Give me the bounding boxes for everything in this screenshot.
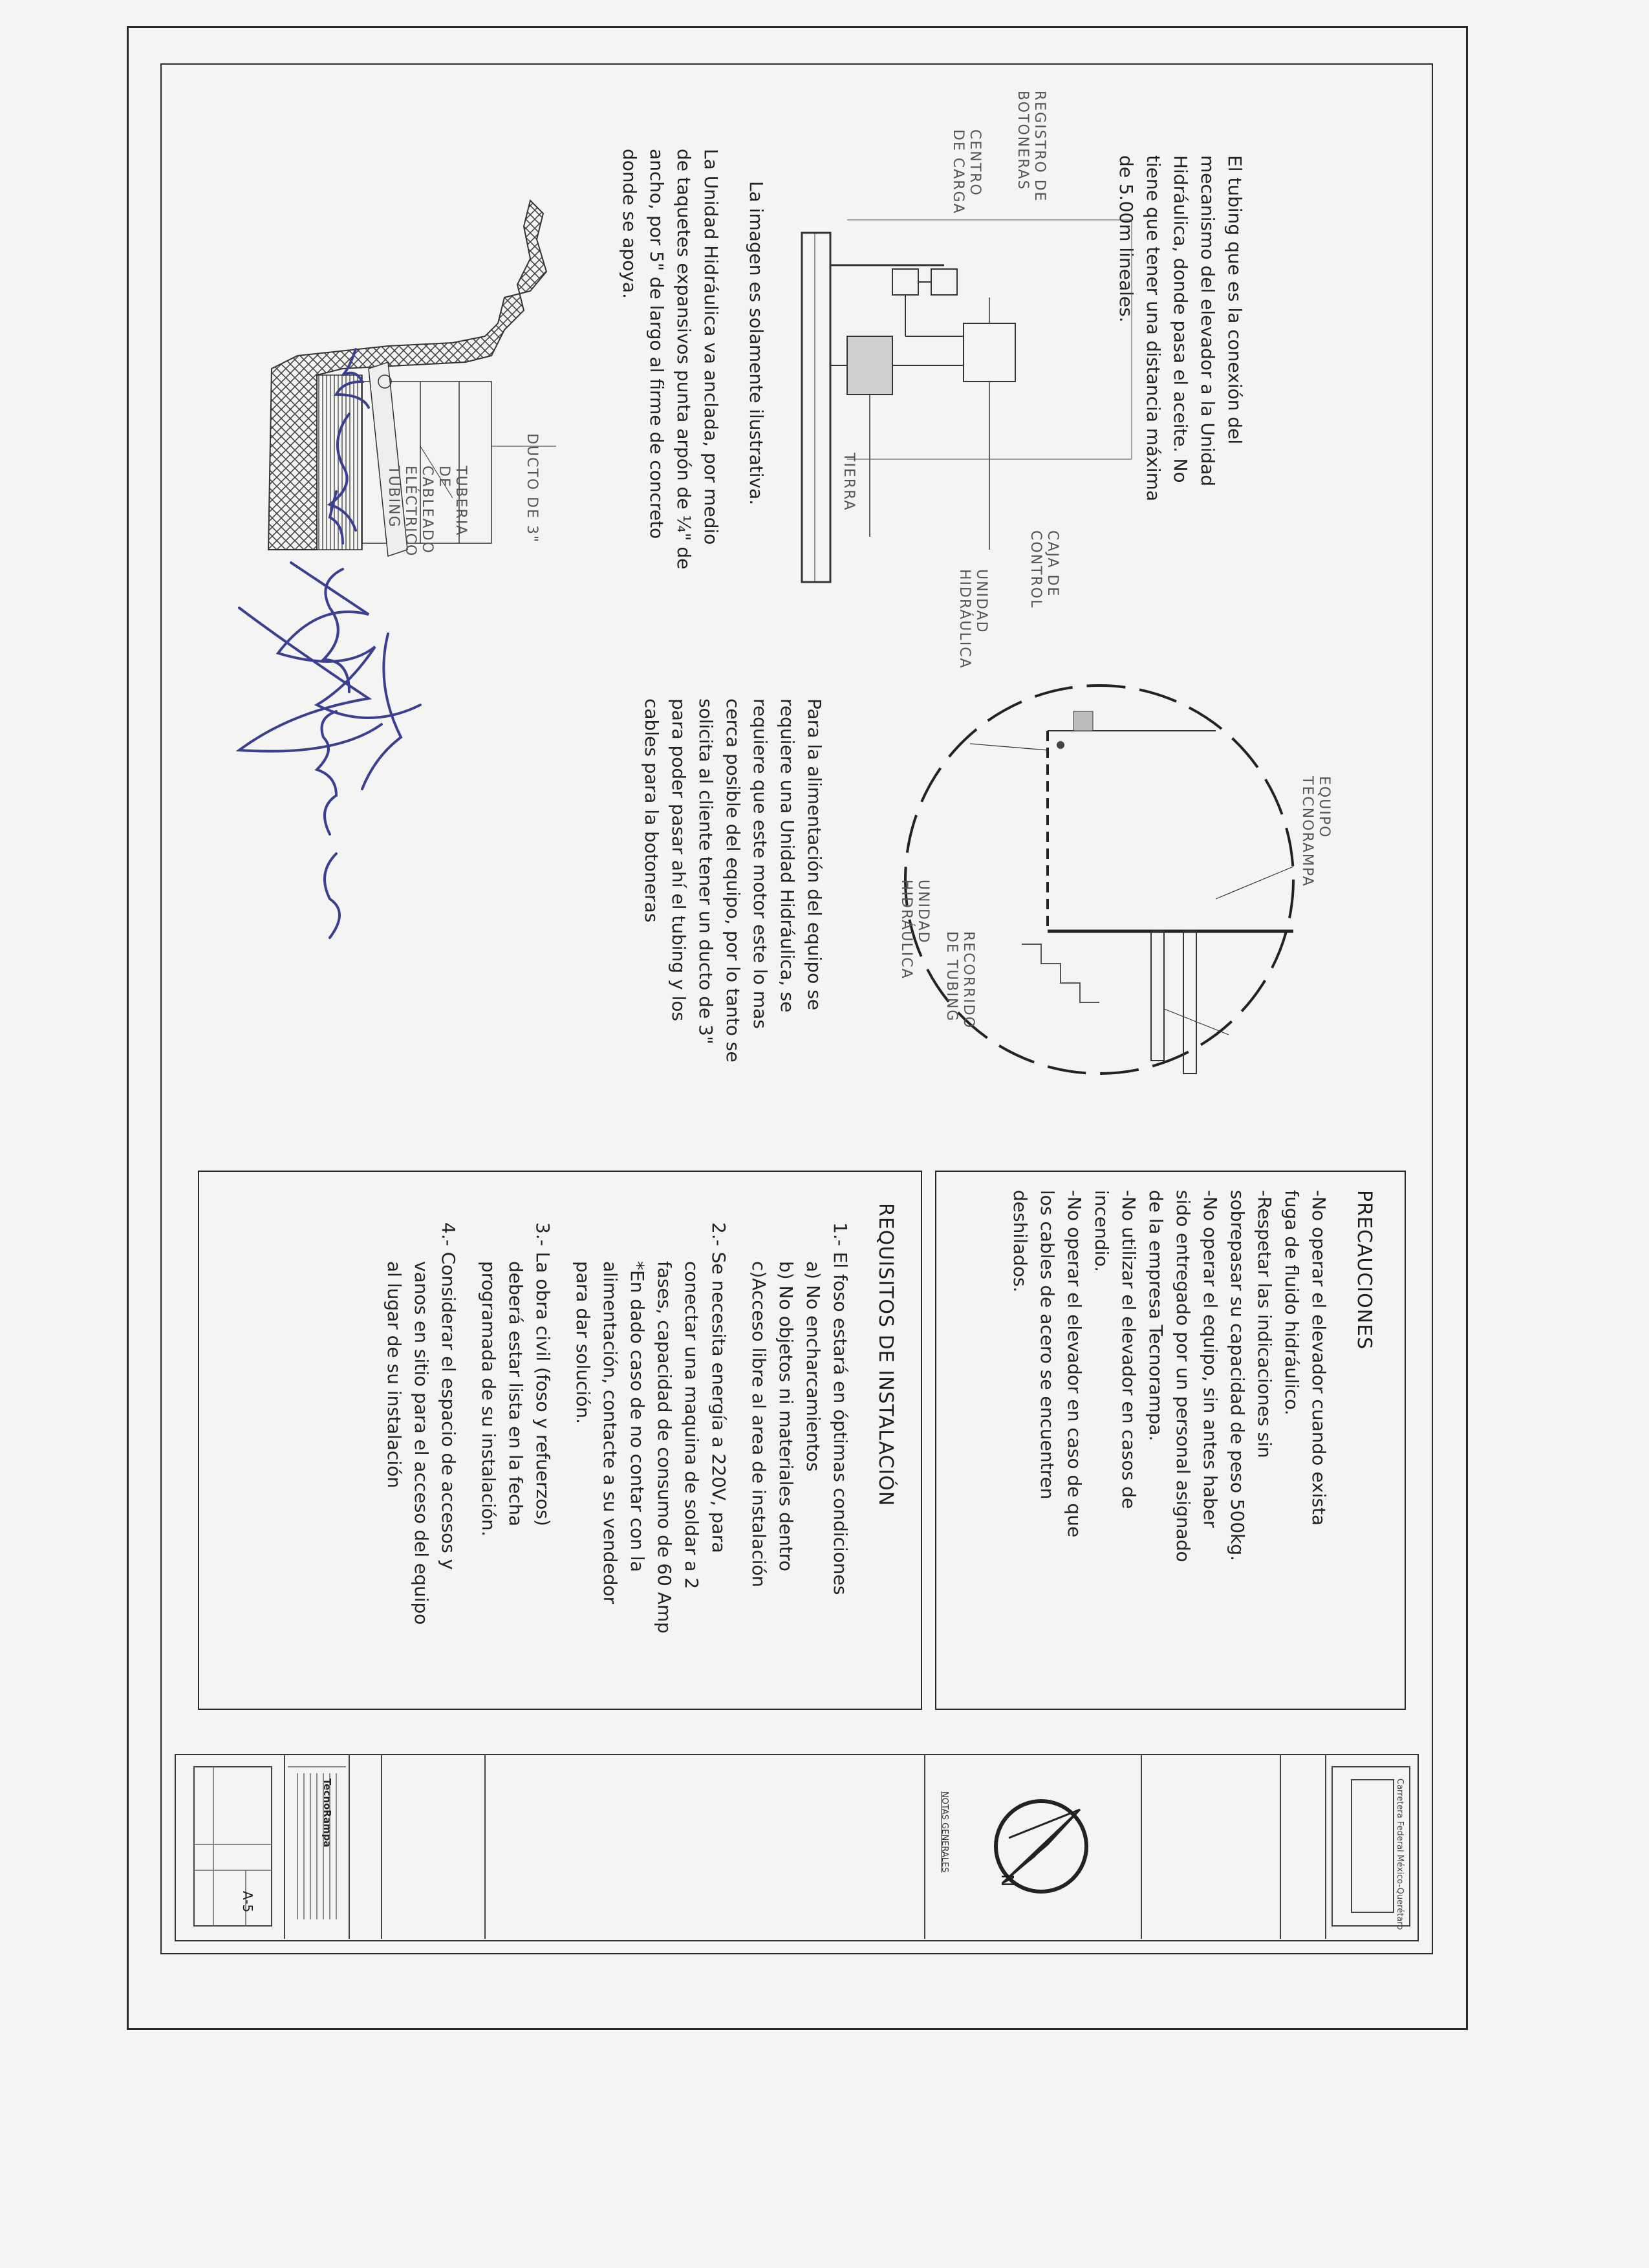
location-label: Carretera Federal México-Querétaro [1395, 1778, 1405, 1930]
requirement-line: programada de su instalación. [478, 1261, 499, 1537]
label-unidad-detail: UNIDAD HIDRÁULICA [898, 880, 931, 980]
requirement-line: 1.- El foso estará en óptimas condiciones [830, 1222, 851, 1595]
sheet-number: A-5 [240, 1891, 255, 1913]
requirement-line: vanos en sitio para el acceso del equipo [411, 1261, 432, 1625]
label-caja: CAJA DE CONTROL [1028, 530, 1061, 609]
precautions-list: -No operar el elevador cuando exista fuga de fluido hidráulico. -Respetar las indicaciones sin sobrepasar su capacidad de peso 500kg. -No operar el equipo, sin antes haber sido entregado por un personal asignado de la empresa Tecnorampa. -No utilizar el elevador en casos de incendio. -No operar el elevador en caso de que los cables de acero se encuentren deshilados. [1009, 1190, 1330, 1562]
requirement-line: al lugar de su instalación [383, 1261, 405, 1489]
hydraulic-unit-diagram [795, 213, 1158, 614]
requirement-line: fases, capacidad de consumo de 60 Amp [654, 1261, 675, 1634]
power-note: Para la alimentación del equipo se requiere una Unidad Hidráulica, se requiere que este motor este lo mas cerca posible del equipo, por lo tanto se solicita al cliente tener un ducto de 3" para poder pasar ahí el tubing y los cables para la botoneras [641, 698, 825, 1063]
requirement-line: 2.- Se necesita energía a 220V, para [708, 1222, 729, 1553]
title-block-grid [175, 1754, 1416, 1939]
brand-logo: TecnoRampa [321, 1778, 333, 1848]
label-registro: REGISTRO DE BOTONERAS [1015, 91, 1048, 202]
requirement-line: b) No objetos ni materiales dentro [775, 1261, 797, 1571]
requirement-line: c)Acceso libre al area de instalación [748, 1261, 770, 1588]
precautions-title: PRECAUCIONES [1353, 1190, 1375, 1350]
general-notes-label: NOTAS GENERALES [940, 1791, 949, 1873]
requirement-line: conectar una maquina de soldar a 2 [681, 1261, 702, 1590]
illustrative-note: La imagen es solamente ilustrativa. [746, 181, 767, 506]
requirements-list [380, 1222, 854, 1634]
anchoring-note: La Unidad Hidráulica va anclada, por medio de taquetes expansivos punta arpón de ¼" de ancho, por 5" de largo al firme de concreto donde se apoya. [619, 149, 722, 570]
requirement-line: *En dado caso de no contar con la [627, 1261, 648, 1572]
requirement-line: para dar solución. [572, 1261, 594, 1425]
requirement-line [462, 1222, 475, 1634]
requirement-line [732, 1222, 745, 1634]
label-tierra: TIERRA [841, 453, 857, 512]
label-equipo: EQUIPO TECNORAMPA [1299, 776, 1332, 887]
label-tuberia: TUBERIA DE CABLEADO ELÉCTRICO TUBING [385, 466, 469, 557]
label-unidad: UNIDAD HIDRÁULICA [956, 569, 989, 669]
label-centro: CENTRO DE CARGA [950, 129, 983, 215]
requirements-title: REQUISITOS DE INSTALACIÓN [874, 1203, 897, 1507]
requirement-line: 4.- Considerar el espacio de accesos y [438, 1222, 459, 1570]
label-recorrido: RECORRIDO DE TUBING [943, 931, 976, 1030]
requirement-line: a) No encharcamientos [803, 1261, 824, 1472]
label-ducto: DUCTO DE 3" [524, 433, 540, 544]
requirement-line: alimentación, contacte a su vendedor [599, 1261, 621, 1604]
requirement-line: deberá estar lista en la fecha [505, 1261, 526, 1527]
north-label: N [997, 1874, 1017, 1887]
requirement-line: 3.- La obra civil (foso y refuerzos) [532, 1222, 554, 1526]
signature [142, 336, 427, 983]
requirement-line [556, 1222, 569, 1634]
tubing-note: El tubing que es la conexión del mecanismo del elevador a la Unidad Hidráulica, donde pasa el aceite. No tiene que tener una distancia máxima de 5.00m lineales. [1116, 155, 1245, 502]
